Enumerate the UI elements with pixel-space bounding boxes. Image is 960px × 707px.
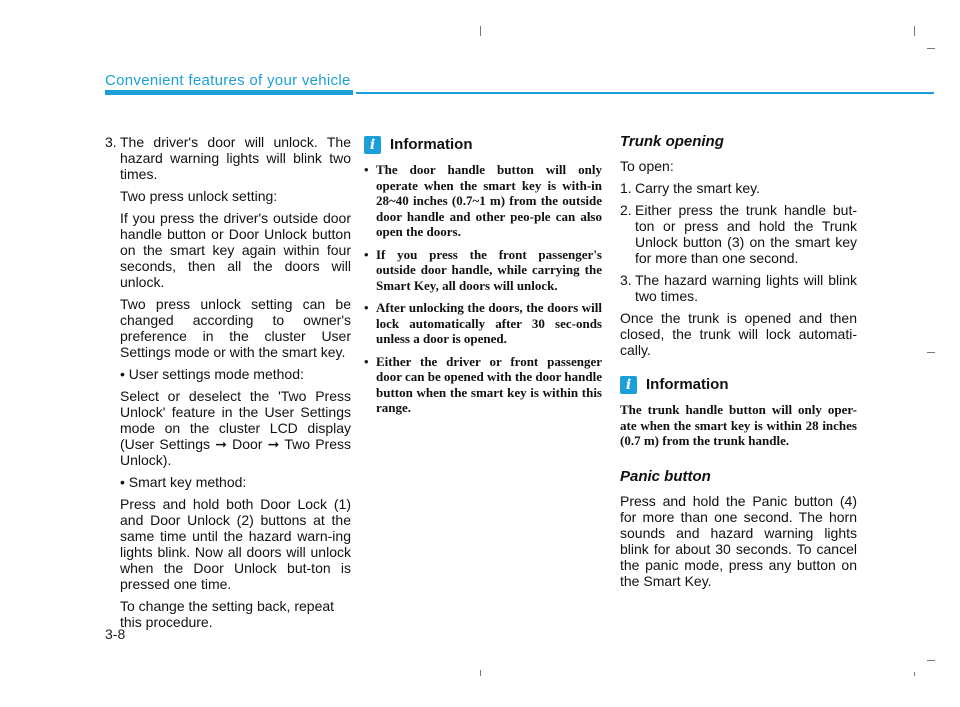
crop-mark xyxy=(480,26,481,36)
information-title: Information xyxy=(646,376,729,393)
left-column xyxy=(105,134,351,630)
smart-key-bullet: • Smart key method: xyxy=(120,474,247,490)
bullet-dot: • xyxy=(364,246,369,262)
crop-mark xyxy=(480,670,481,676)
trunk-step xyxy=(620,272,857,304)
step-text: Either press the trunk handle but-ton or press and hold the Trunk Unlock button (3) on the smart key for more than one second. xyxy=(635,202,857,266)
bullet-dot: • xyxy=(364,353,369,369)
right-column xyxy=(620,134,857,589)
step-text: Carry the smart key. xyxy=(635,180,760,196)
step-number: 2. xyxy=(620,202,632,218)
step-number: 1. xyxy=(620,180,632,196)
crop-mark xyxy=(927,48,935,49)
trunk-step xyxy=(620,180,857,196)
list-item: • Either the driver or front passenger door can be opened with the door handle button when the smart key is within this range. xyxy=(364,353,602,415)
step-3 xyxy=(105,134,351,182)
trunk-opening-heading: Trunk opening xyxy=(620,133,724,150)
step-text: The hazard warning lights will blink two times. xyxy=(635,272,857,304)
header-rule xyxy=(356,92,934,94)
to-open-label: To open: xyxy=(620,158,674,174)
middle-column xyxy=(364,136,602,423)
step-number: 3. xyxy=(105,134,117,150)
information-title: Information xyxy=(390,136,473,153)
two-press-paragraph: Two press unlock setting can be changed according to owner's preference in the cluster User Settings mode or with the smart key. xyxy=(120,296,351,360)
list-item: • The door handle button will only operate when the smart key is with-in 28~40 inches (0.7~1 m) from the outside door handle and other peo-ple can also open the doors. xyxy=(364,162,602,239)
trunk-paragraph: Once the trunk is opened and then closed, the trunk will lock automati-cally. xyxy=(620,310,857,358)
bullet-dot: • xyxy=(364,300,369,315)
information-text: The trunk handle button will only oper-ate when the smart key is within 28 inches (0.7 m) from the trunk handle. xyxy=(620,402,857,448)
section-header-title: Convenient features of your vehicle xyxy=(105,72,351,89)
panic-paragraph: Press and hold the Panic button (4) for more than one second. The horn sounds and hazard warning lights blink for about 30 seconds. To cancel the panic mode, press any button on the Smart Key. xyxy=(620,492,857,589)
change-back-text: To change the setting back, repeat this procedure. xyxy=(120,598,335,630)
crop-mark xyxy=(927,352,935,353)
info-icon: i xyxy=(364,136,381,154)
crop-mark xyxy=(914,26,915,36)
trunk-step xyxy=(620,202,857,266)
information-header xyxy=(364,136,602,154)
bullet-dot: • xyxy=(364,162,369,177)
information-list xyxy=(364,162,602,416)
header-accent-bar xyxy=(105,90,353,95)
step-number: 3. xyxy=(620,272,632,288)
information-header xyxy=(620,376,857,394)
list-item: • After unlocking the doors, the doors will lock automatically after 30 sec-onds unless a door is opened. xyxy=(364,300,602,346)
crop-mark xyxy=(927,660,935,661)
panic-button-heading: Panic button xyxy=(620,467,711,485)
user-settings-bullet: • User settings mode method: xyxy=(120,366,304,382)
two-press-paragraph: If you press the driver's outside door handle button or Door Unlock button on the smart key again within four seconds, then all the doors will unlock. xyxy=(120,210,351,290)
user-settings-text: Select or deselect the 'Two Press Unlock' feature in the User Settings mode on the cluster LCD display (User Settings ➞ Door ➞ Two Press Unlock). xyxy=(120,388,351,468)
list-item: • If you press the front passenger's outside door handle, while carrying the Smart Key, all doors will unlock. xyxy=(364,246,602,293)
crop-mark xyxy=(914,672,915,676)
smart-key-text: Press and hold both Door Lock (1) and Door Unlock (2) buttons at the same time until the hazard warn-ing lights blink. Now all doors will unlock when the Door Unlock but-ton is pressed one time. xyxy=(120,496,351,592)
info-icon: i xyxy=(620,376,637,394)
page-number: 3-8 xyxy=(105,626,126,642)
step-text: The driver's door will unlock. The hazard warning lights will blink two times. xyxy=(120,134,351,182)
two-press-heading: Two press unlock setting: xyxy=(120,188,278,204)
